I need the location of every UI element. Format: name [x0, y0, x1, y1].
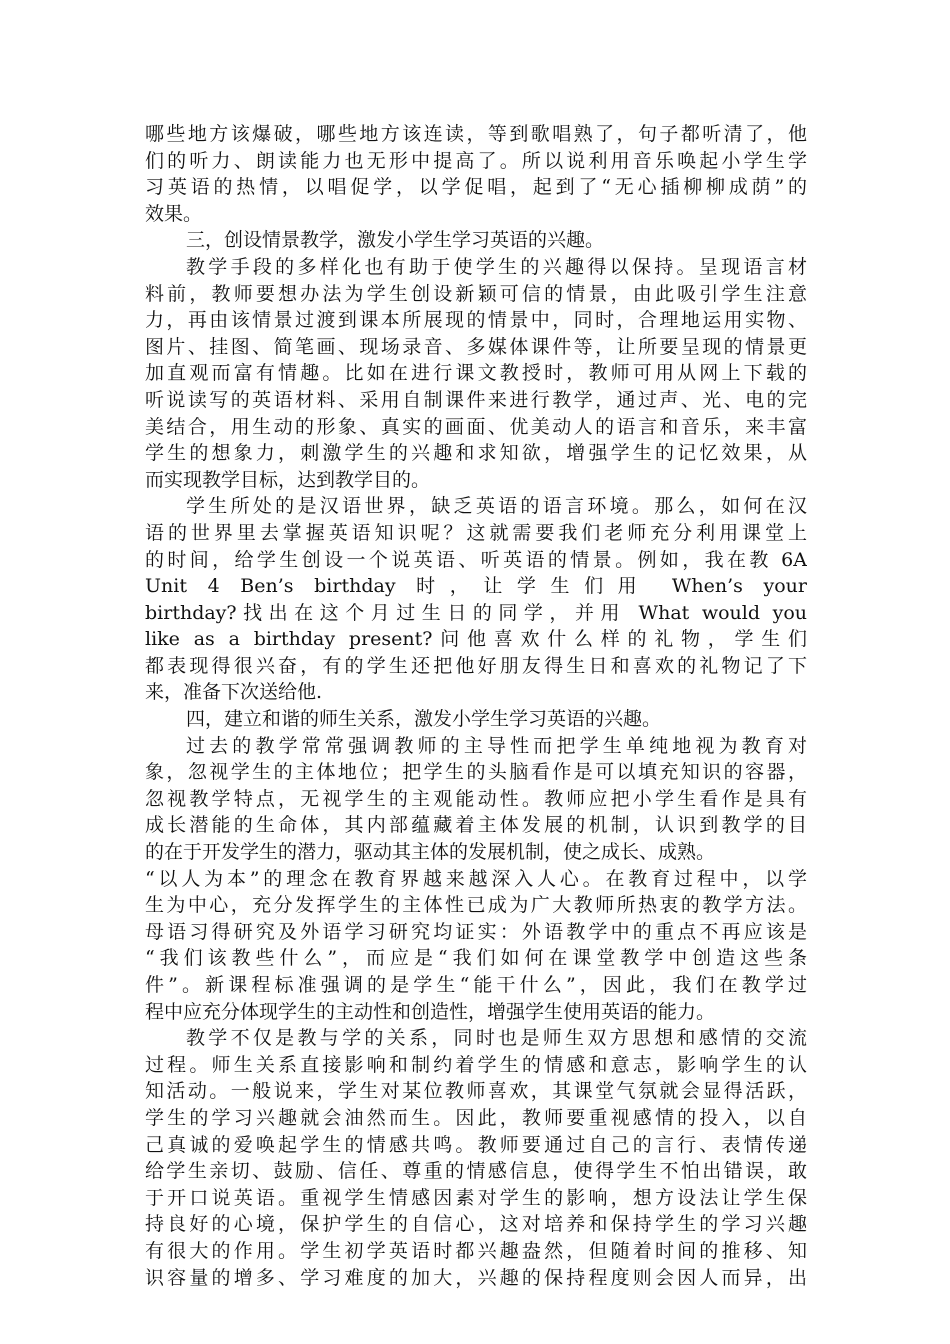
text-line: 力，再由该情景过渡到课本所展现的情景中，同时，合理地运用实物、 [145, 309, 807, 332]
text-line: 过去的教学常常强调教师的主导性而把学生单纯地视为教育对 [186, 734, 807, 757]
text-line: 美结合，用生动的形象、真实的画面、优美动人的语言和音乐，来丰富 [145, 415, 807, 438]
text-line: Unit 4 Ben’s birthday 时，让学生们用 When’s your [145, 575, 807, 598]
text-line: 母语习得研究及外语学习研究均证实：外语教学中的重点不再应该是 [145, 920, 807, 943]
text-line: 们的听力、朗读能力也无形中提高了。所以说利用音乐唤起小学生学 [145, 149, 807, 172]
text-line: 学生的学习兴趣就会油然而生。因此，教师要重视感情的投入，以自 [145, 1106, 807, 1129]
text-line: 学生所处的是汉语世界，缺乏英语的语言环境。那么，如何在汉 [186, 495, 807, 518]
text-line: 己真诚的爱唤起学生的情感共鸣。教师要通过自己的言行、表情传递 [145, 1133, 807, 1156]
text-line: birthday?找出在这个月过生日的同学，并用 What would you [145, 601, 807, 624]
text-line: 料前，教师要想办法为学生创设新颖可信的情景，由此吸引学生注意 [145, 282, 807, 305]
text-line: 持良好的心境，保护学生的自信心，这对培养和保持学生的学习兴趣 [145, 1213, 807, 1236]
text-line: “我们该教些什么”，而应是“我们如何在课堂教学中创造这些条 [145, 947, 807, 970]
text-line: 哪些地方该爆破，哪些地方该连读，等到歌唱熟了，句子都听清了，他 [145, 123, 807, 145]
text-line: 教学不仅是教与学的关系，同时也是师生双方思想和感情的交流 [186, 1027, 807, 1050]
text-line: 的在于开发学生的潜力，驱动其主体的发展机制，使之成长、成熟。 [145, 841, 716, 864]
text-line: 忽视教学特点，无视学生的主观能动性。教师应把小学生看作是具有 [145, 787, 807, 810]
text-line: 学生的想象力，刺激学生的兴趣和求知欲，增强学生的记忆效果，从 [145, 442, 807, 465]
text-line: 而实现教学目标，达到教学目的。 [145, 468, 431, 491]
text-line: “以人为本”的理念在教育界越来越深入人心。在教育过程中，以学 [145, 867, 807, 890]
text-line: 有很大的作用。学生初学英语时都兴趣盎然，但随着时间的推移、知 [145, 1239, 807, 1262]
text-line: 语的世界里去掌握英语知识呢？这就需要我们老师充分利用课堂上 [145, 521, 807, 544]
text-line: 过程。师生关系直接影响和制约着学生的情感和意志，影响学生的认 [145, 1053, 807, 1076]
text-line: 知活动。一般说来，学生对某位教师喜欢，其课堂气氛就会显得活跃， [145, 1080, 807, 1103]
text-line: 成长潜能的生命体，其内部蕴藏着主体发展的机制，认识到教学的目 [145, 814, 807, 837]
text-line: 生为中心，充分发挥学生的主体性已成为广大教师所热衷的教学方法。 [145, 894, 807, 917]
text-line: 图片、挂图、简笔画、现场录音、多媒体课件等，让所要呈现的情景更 [145, 335, 807, 358]
text-line: 听说读写的英语材料、采用自制课件来进行教学，通过声、光、电的完 [145, 388, 807, 411]
text-line: like as a birthday present?问他喜欢什么样的礼物，学生们 [145, 628, 807, 651]
text-line: 件”。新课程标准强调的是学生“能干什么”，因此，我们在教学过 [145, 974, 807, 996]
text-line: 都表现得很兴奋，有的学生还把他好朋友得生日和喜欢的礼物记了下 [145, 654, 807, 677]
document-body [145, 121, 807, 1291]
text-line: 加直观而富有情趣。比如在进行课文教授时，教师可用从网上下载的 [145, 362, 807, 385]
text-line: 三，创设情景教学，激发小学生学习英语的兴趣。 [186, 229, 605, 252]
text-line: 给学生亲切、鼓励、信任、尊重的情感信息，使得学生不怕出错误，敢 [145, 1160, 807, 1183]
text-line: 四，建立和谐的师生关系，激发小学生学习英语的兴趣。 [186, 708, 662, 731]
text-line: 象，忽视学生的主体地位；把学生的头脑看作是可以填充知识的容器， [145, 761, 807, 784]
text-line: 于开口说英语。重视学生情感因素对学生的影响，想方设法让学生保 [145, 1186, 807, 1209]
text-line: 识容量的增多、学习难度的加大，兴趣的保持程度则会因人而异，出 [145, 1266, 807, 1289]
text-line: 效果。 [145, 202, 203, 225]
text-line: 来，准备下次送给他. [145, 681, 323, 704]
text-line: 习英语的热情，以唱促学，以学促唱，起到了“无心插柳柳成荫”的 [145, 176, 807, 199]
text-line: 教学手段的多样化也有助于使学生的兴趣得以保持。呈现语言材 [186, 255, 807, 278]
text-line: 程中应充分体现学生的主动性和创造性，增强学生使用英语的能力。 [145, 1000, 716, 1023]
text-line: 的时间，给学生创设一个说英语、听英语的情景。例如，我在教 6A [145, 548, 807, 571]
